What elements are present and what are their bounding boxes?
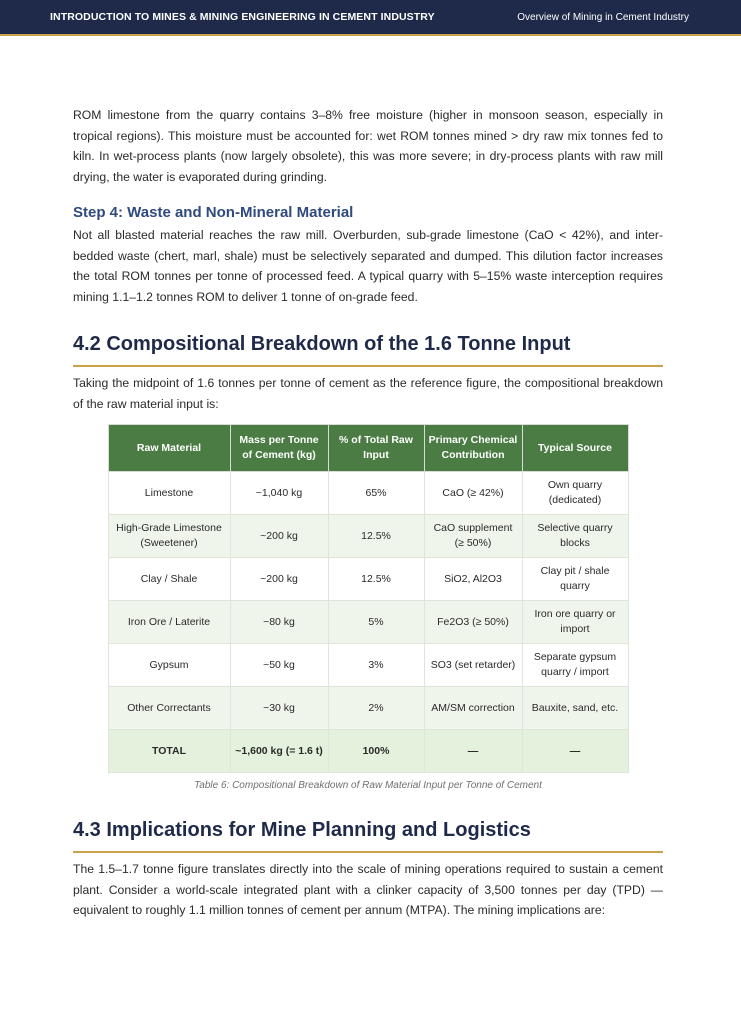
table-cell: TOTAL <box>108 730 230 773</box>
table-cell: ~200 kg <box>230 515 328 558</box>
column-header: Primary Chemical Contribution <box>424 425 522 472</box>
table-row <box>108 687 628 730</box>
table-cell: Clay / Shale <box>108 558 230 601</box>
table-cell: CaO supplement (≥ 50%) <box>424 515 522 558</box>
header-title: INTRODUCTION TO MINES & MINING ENGINEERING IN CEMENT INDUSTRY <box>50 11 435 23</box>
table-cell: ~1,600 kg (= 1.6 t) <box>230 730 328 773</box>
table-caption: Table 6: Compositional Breakdown of Raw Material Input per Tonne of Cement <box>194 780 542 791</box>
section-4-3-heading: 4.3 Implications for Mine Planning and Logistics <box>73 817 663 853</box>
column-header: Raw Material <box>108 425 230 472</box>
table-row <box>108 515 628 558</box>
moisture-paragraph: ROM limestone from the quarry contains 3–8% free moisture (higher in monsoon season, especially in tropical regions). This moisture must be accounted for: wet ROM tonnes mined > dry raw mix tonnes fed to kiln. In wet-process plants (now largely obsolete), this was more severe; in dry-process plants with raw mill drying, the water is evaporated during grinding. <box>73 108 663 184</box>
table-cell: ~30 kg <box>230 687 328 730</box>
table-cell: Clay pit / shale quarry <box>522 558 628 601</box>
table-header-row <box>108 425 628 472</box>
section-4-3-paragraph: The 1.5–1.7 tonne figure translates directly into the scale of mining operations required to sustain a cement plant. Consider a world-scale integrated plant with a clinker capacity of 3,500 tonnes per day (TPD) — equivalent to roughly 1.1 million tonnes of cement per annum (MTPA). The mining implications are: <box>73 862 663 917</box>
table-cell: Other Correctants <box>108 687 230 730</box>
table-cell: 2% <box>328 687 424 730</box>
table-total-row <box>108 730 628 773</box>
table-cell: 12.5% <box>328 515 424 558</box>
table-cell: Own quarry (dedicated) <box>522 472 628 515</box>
table-cell: ~80 kg <box>230 601 328 644</box>
table-cell: Limestone <box>108 472 230 515</box>
table-cell: — <box>424 730 522 773</box>
composition-table <box>108 424 629 773</box>
table-row <box>108 558 628 601</box>
table-cell: 3% <box>328 644 424 687</box>
table-cell: SiO2, Al2O3 <box>424 558 522 601</box>
step4-heading: Step 4: Waste and Non-Mineral Material <box>73 204 354 221</box>
table-cell: 12.5% <box>328 558 424 601</box>
table-cell: CaO (≥ 42%) <box>424 472 522 515</box>
table-row <box>108 472 628 515</box>
table-cell: Bauxite, sand, etc. <box>522 687 628 730</box>
table-cell: Iron ore quarry or import <box>522 601 628 644</box>
page-content <box>73 105 663 921</box>
table-cell: ~200 kg <box>230 558 328 601</box>
section-4-2-heading: 4.2 Compositional Breakdown of the 1.6 Tonne Input <box>73 331 663 367</box>
table-cell: Iron Ore / Laterite <box>108 601 230 644</box>
table-cell: 100% <box>328 730 424 773</box>
step4-paragraph: Not all blasted material reaches the raw mill. Overburden, sub-grade limestone (CaO < 42%), and inter-bedded waste (chert, marl, shale) must be selectively separated and dumped. This dilution factor increases the total ROM tonnes per tonne of processed feed. A typical quarry with 5–15% waste interception requires mining 1.1–1.2 tonnes ROM to deliver 1 tonne of on-grade feed. <box>73 228 663 304</box>
table-cell: Selective quarry blocks <box>522 515 628 558</box>
table-cell: SO3 (set retarder) <box>424 644 522 687</box>
page-header <box>0 0 741 36</box>
table-cell: 65% <box>328 472 424 515</box>
table-cell: ~1,040 kg <box>230 472 328 515</box>
table-row <box>108 644 628 687</box>
table-cell: — <box>522 730 628 773</box>
column-header: % of Total Raw Input <box>328 425 424 472</box>
table-cell: High-Grade Limestone (Sweetener) <box>108 515 230 558</box>
header-section: Overview of Mining in Cement Industry <box>517 11 689 23</box>
table-row <box>108 601 628 644</box>
table-cell: Gypsum <box>108 644 230 687</box>
table-cell: Separate gypsum quarry / import <box>522 644 628 687</box>
section-4-2-intro: Taking the midpoint of 1.6 tonnes per tonne of cement as the reference figure, the compositional breakdown of the raw material input is: <box>73 376 663 411</box>
table-cell: 5% <box>328 601 424 644</box>
table-cell: AM/SM correction <box>424 687 522 730</box>
column-header: Typical Source <box>522 425 628 472</box>
table-cell: Fe2O3 (≥ 50%) <box>424 601 522 644</box>
column-header: Mass per Tonne of Cement (kg) <box>230 425 328 472</box>
table-cell: ~50 kg <box>230 644 328 687</box>
